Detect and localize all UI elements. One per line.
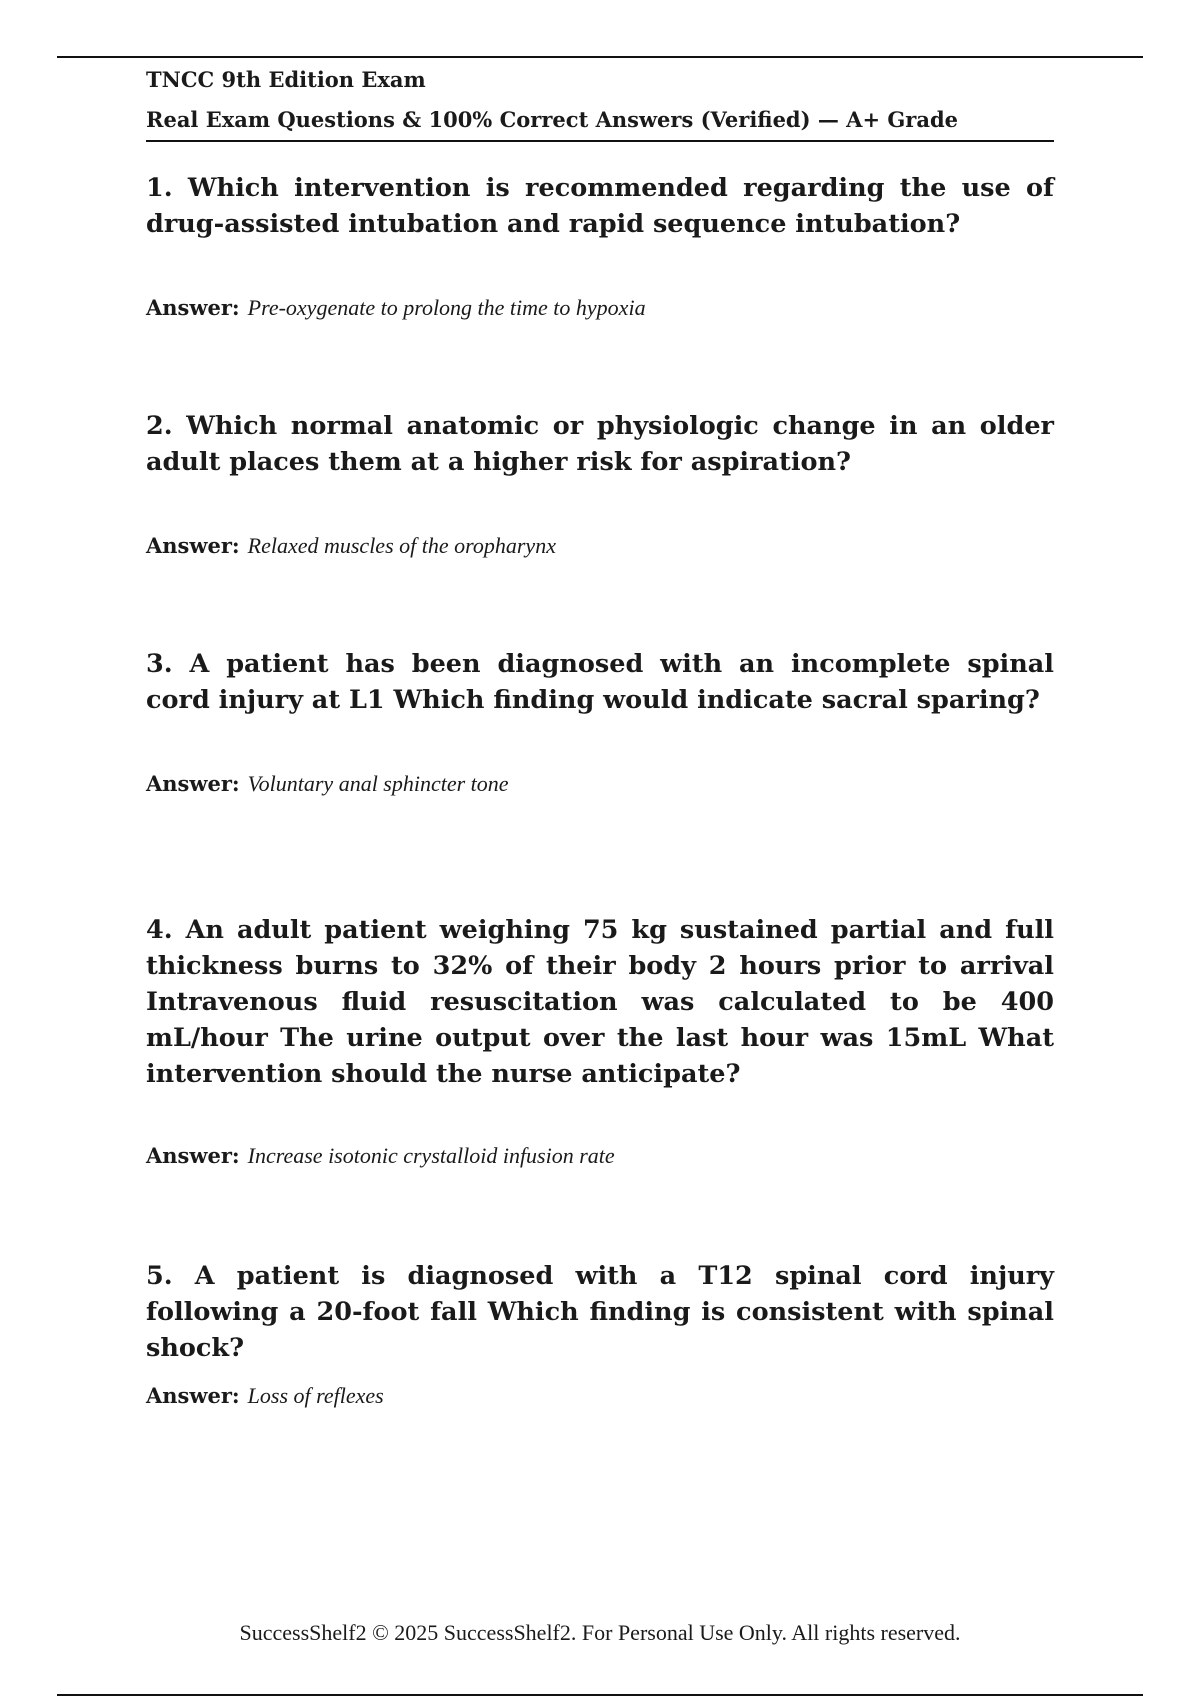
answer-text: Relaxed muscles of the oropharynx [247,533,556,558]
question-item-1 [146,170,1054,408]
answer-text: Voluntary anal sphincter tone [247,771,509,796]
question-item-4 [146,912,1054,1258]
question-text: 4. An adult patient weighing 75 kg sustained partial and full thickness burns to 32% of their body 2 hours prior to arrival Intravenous fluid resuscitation was calculated to be 400 mL/hour The urine output over the last hour was 15mL What intervention should the nurse anticipate? [146,915,1054,1089]
page-content [146,60,1054,1458]
question-item-3 [146,646,1054,912]
question-text: 3. A patient has been diagnosed with an incomplete spinal cord injury at L1 Which finding would indicate sacral sparing? [146,649,1054,715]
answer-text: Increase isotonic crystalloid infusion rate [247,1143,615,1168]
question-text: 2. Which normal anatomic or physiologic change in an older adult places them at a higher risk for aspiration? [146,411,1054,477]
document-subtitle: Real Exam Questions & 100% Correct Answers (Verified) — A+ Grade [146,100,1054,142]
question-item-2 [146,408,1054,646]
page-footer: SuccessShelf2 © 2025 SuccessShelf2. For Personal Use Only. All rights reserved. [239,1620,961,1645]
question-text: 1. Which intervention is recommended regarding the use of drug-assisted intubation and rapid sequence intubation? [146,173,1054,239]
question-item-5 [146,1258,1054,1458]
answer-text: Pre-oxygenate to prolong the time to hypoxia [247,295,646,320]
answer-label: Answer: [146,771,240,796]
answer-line [146,1140,615,1172]
answer-line [146,530,556,562]
document-title: TNCC 9th Edition Exam [146,67,426,92]
answer-text: Loss of reflexes [247,1383,384,1408]
question-list [146,170,1054,1458]
answer-line [146,292,646,324]
answer-line [146,1380,384,1412]
question-text: 5. A patient is diagnosed with a T12 spinal cord injury following a 20-foot fall Which finding is consistent with spinal shock? [146,1261,1054,1363]
answer-line [146,768,509,800]
answer-label: Answer: [146,533,240,558]
answer-label: Answer: [146,1383,240,1408]
answer-label: Answer: [146,1143,240,1168]
bottom-rule [57,1694,1143,1696]
top-rule [57,56,1143,58]
answer-label: Answer: [146,295,240,320]
